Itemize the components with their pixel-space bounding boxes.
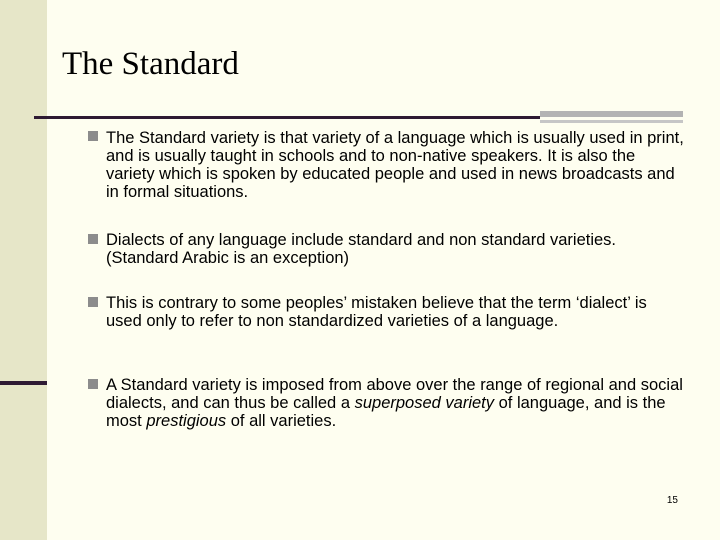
bullet-4-text-c: of all varieties. [226,412,337,430]
slide-title: The Standard [62,46,239,82]
left-decorative-band [0,0,47,540]
title-accent-bar-lower [540,120,683,123]
bullet-4-text-b: of language, and is the most [106,394,666,430]
bullet-3-text: This is contrary to some peoples’ mistaken believe that the term ‘dialect’ is used only to refer to non standardized varieties of a language. [106,294,647,330]
bullet-marker-icon [88,379,98,389]
bullet-item-1 [106,129,686,201]
bullet-marker-icon [88,297,98,307]
page-number: 15 [666,495,678,506]
bullet-marker-icon [88,131,98,141]
bullet-4-text-a: A Standard variety is imposed from above over the range of regional and social dialects, and can thus be called a [106,376,683,412]
title-underline [34,116,540,119]
bullet-4-emphasis-prestigious: prestigious [146,412,227,430]
bullet-2-text: Dialects of any language include standard and non standard varieties. (Standard Arabic is an exception) [106,231,617,267]
bullet-4-emphasis-superposed: superposed variety [354,394,495,412]
bullet-marker-icon [88,234,98,244]
bullet-item-3 [106,294,686,330]
bullet-item-2 [106,231,686,267]
bullet-1-text: The Standard variety is that variety of a language which is usually used in print, and is usually taught in schools and to non-native speakers. It is also the variety which is spoken by educated people and used in news broadcasts and in formal situations. [106,129,684,201]
left-accent-rule [0,381,47,385]
title-accent-bar [540,111,683,117]
bullet-item-4 [106,376,686,430]
